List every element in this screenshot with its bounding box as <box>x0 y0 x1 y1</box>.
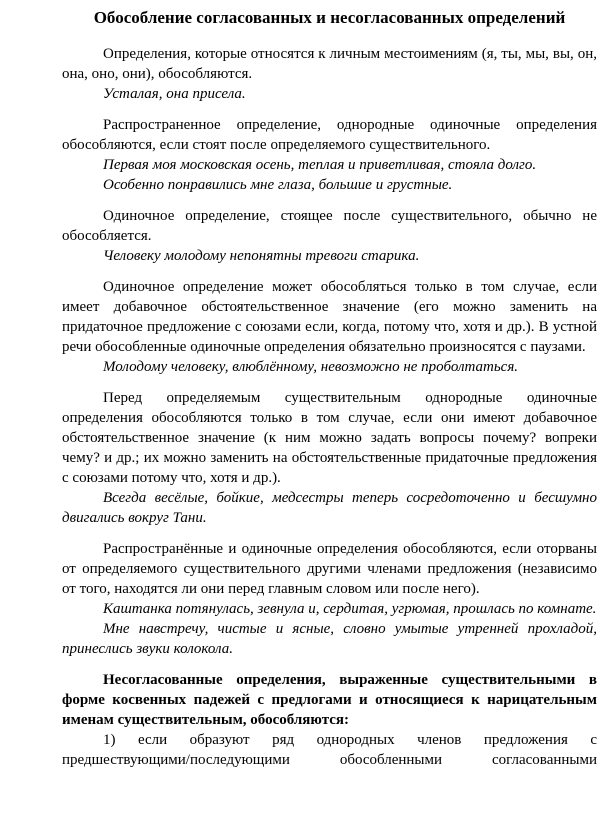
rule-text: Одиночное определение может обособляться только в том случае, если имеет добавочное обстоятельственное значение (его можно заменить на придаточное предложение с союзами если, когда, потому что, хотя и др.). В устной речи обособленные одиночные определения обязательно произносятся с паузами. <box>62 279 597 355</box>
rule-text: Распространенное определение, однородные одиночные определения обособляются, если стоят после определяемого существительного. <box>62 117 597 153</box>
example-text: Каштанка потянулась, зевнула и, сердитая, угрюмая, прошлась по комнате. <box>103 601 597 617</box>
rule-section-single-definition <box>62 206 597 266</box>
example-text: Мне навстречу, чистые и ясные, словно умытые утренней прохладой, принеслись звуки колокола. <box>62 621 597 657</box>
example-text: Человеку молодому непонятны тревоги старика. <box>103 248 420 264</box>
example-text: Молодому человеку, влюблённому, невозможно не проболтаться. <box>103 359 519 375</box>
rule-section-pronouns <box>62 44 597 104</box>
rule-text: Распространённые и одиночные определения обособляются, если оторваны от определяемого существительного другими членами предложения (независимо от того, находятся ли они перед главным словом или после него). <box>62 541 597 597</box>
rule-section-adverbial-meaning <box>62 277 597 377</box>
example-text: Усталая, она присела. <box>103 86 246 102</box>
rule-section-postposition <box>62 115 597 195</box>
rule-section-before-noun <box>62 388 597 528</box>
rule-text: Одиночное определение, стоящее после существительного, обычно не обособляется. <box>62 208 597 244</box>
rule-section-separated-definitions <box>62 539 597 659</box>
example-text: Особенно понравились мне глаза, большие и грустные. <box>103 177 453 193</box>
rule-text: Определения, которые относятся к личным местоимениям (я, ты, мы, вы, он, она, оно, они), обособляются. <box>62 46 597 82</box>
document-title: Обособление согласованных и несогласованных определений <box>93 8 566 27</box>
rule-section-inconsistent-definitions <box>62 670 597 770</box>
example-text: Первая моя московская осень, теплая и приветливая, стояла долго. <box>103 157 537 173</box>
example-text: Всегда весёлые, бойкие, медсестры теперь сосредоточенно и бесшумно двигались вокруг Тани. <box>62 490 597 526</box>
bold-rule-text: Несогласованные определения, выраженные существительными в форме косвенных падежей с предлогами и относящиеся к нарицательным именам существительным, обособляются: <box>62 672 597 728</box>
numbered-item-text: 1) если образуют ряд однородных членов предложения с предшествующими/последующими обособленными согласованными <box>62 732 597 768</box>
rule-text: Перед определяемым существительным однородные одиночные определения обособляются только в том случае, если они имеют добавочное обстоятельственное значение (к ним можно задать вопросы почему? вопреки чему? и др.; их можно заменить на обстоятельственные придаточные предложения с союзами потому что, хотя и др.). <box>62 390 597 486</box>
